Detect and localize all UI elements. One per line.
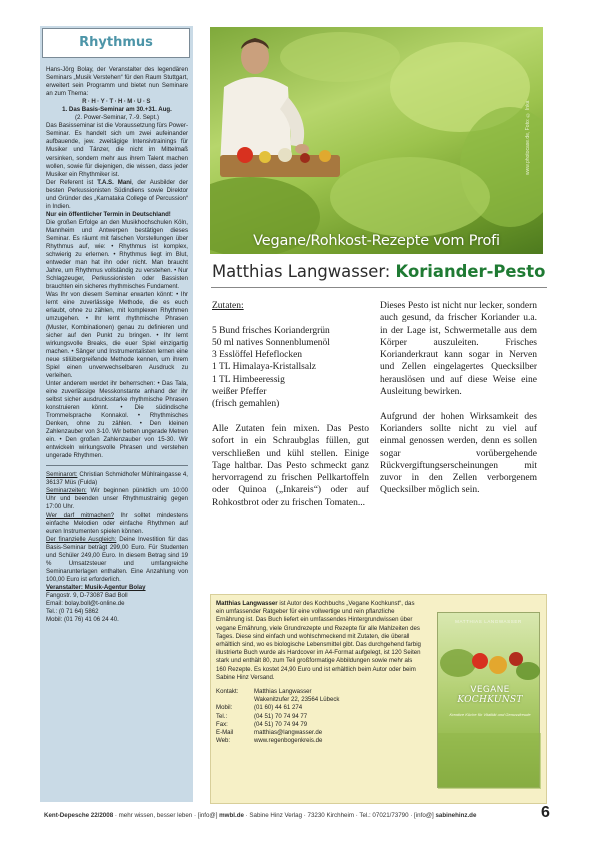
- sidebar-referent: [46, 179, 188, 211]
- sidebar-theme: R·H·Y·T·H·M·U·S: [82, 98, 152, 106]
- book-text: [216, 600, 424, 745]
- sidebar-intro: Hans-Jörg Bolay, der Veranstalter des legendären Seminars „Musik Verstehen“ für den Raum Stuttgart, erweitert sein Programm und bietet nun Seminare an zum Thema:: [46, 66, 188, 98]
- sidebar-para-1: Das Basisseminar ist die Voraussetzung fürs Power-Seminar. Es handelt sich um zwei aufeinander aufbauende, jew. zweitägige Intensivtrainings für Musiker und Tänzer, die nicht im Mittelmaß versinken, sondern mehr aus ihrem Talent machen wollen, sowie für diejenigen, die wissen, dass jeder Musiker ein Rhythmiker ist.: [46, 122, 188, 178]
- sidebar-mitmachen: [46, 512, 188, 536]
- ingredient-item: (frisch gemahlen): [212, 399, 280, 410]
- photo-credit: www.photocase.de, Foto: © Inka: [525, 100, 531, 175]
- right-paragraph-1: Dieses Pesto ist nicht nur lecker, sondern auch gesund, da frischer Koriander u.a. in der Lage ist, Schwermetalle aus dem Körper auszuleiten. Frisches Korianderkraut kann sogar in Nerven und Zellen eingelagertes Quecksilber herauslösen und auf diese Weise eine Ausleitung bewirken.: [380, 301, 537, 398]
- contact-key: Web:: [216, 737, 231, 745]
- sidebar-ausgleich: [46, 536, 188, 584]
- contact-row: [216, 696, 424, 704]
- book-author: Matthias Langwasser: [216, 600, 278, 607]
- contact-value: (01 60) 44 61 274: [254, 704, 303, 712]
- contact-email-link[interactable]: matthias@langwasser.de: [254, 729, 323, 737]
- contact-value: Wakenitzufer 22, 23564 Lübeck: [254, 696, 340, 704]
- footer-text-1: · mehr wissen, besser leben · [info@]: [113, 812, 220, 819]
- photo-illustration: [210, 27, 543, 254]
- contact-key: Fax:: [216, 720, 228, 728]
- sidebar-email[interactable]: Email: bolay.boll@t-online.de: [46, 600, 125, 608]
- sidebar-veranstalter: Veranstalter: Musik-Agentur Bolay: [46, 583, 146, 591]
- contact-key: [216, 696, 254, 704]
- contact-row: [216, 729, 424, 737]
- book-cover: [437, 612, 540, 788]
- zutaten-label: Zutaten:: [212, 301, 244, 311]
- headline-author: Matthias Langwasser:: [212, 262, 391, 281]
- sidebar-seminar-2: (2. Power-Seminar, 7.-9. Sept.): [75, 114, 159, 122]
- book-description: [216, 600, 424, 682]
- footer-link-sabinehinz[interactable]: sabinehinz.de: [435, 812, 477, 819]
- ausgleich-text: Deine Investition für das Basis-Seminar beträgt 299,00 Euro. Für Studenten und Schüler 249,00 Euro. In diesem Betrag sind 19 % Umsatzsteuer und umfangreiche Seminarunterlagen enthalten. Eine Anzahlung von 100,00 Euro ist erforderlich.: [46, 535, 188, 583]
- contact-key: E-Mail: [216, 729, 234, 737]
- footer-link-mwbl[interactable]: mwbl.de: [219, 812, 244, 819]
- article-headline: [212, 262, 547, 281]
- mitmachen-label: Wer darf mitmachen?: [46, 511, 114, 519]
- ingredient-item: 3 Esslöffel Hefeflocken: [212, 350, 303, 361]
- cover-title-line-1: VEGANE: [470, 685, 510, 695]
- contact-row: [216, 713, 424, 721]
- sidebar-title: Rhythmus: [79, 35, 153, 50]
- footer-text-2: · Sabine Hinz Verlag · 73230 Kirchheim · Tel.: 07021/73790 · [info@]: [243, 812, 436, 819]
- contact-list: [216, 688, 424, 745]
- ausgleich-label: Der finanzielle Ausgleich:: [46, 535, 117, 543]
- article-column-left: [212, 300, 369, 509]
- headline-rule: [211, 287, 547, 288]
- book-body: ist Autor des Kochbuchs „Vegane Kochkunst“, das ein umfassender Ratgeber für eine vollwertige und rein pflanzliche Ernährung ist. Das Buch liefert ein umfassendes Hintergrundwissen über vegane Ernährung, viele Grundrezepte und Rezepte für alle Mahlzeiten des Tages. Diese sind einfach und wohlschmeckend mit Zutaten, die überall erhältlich sind, wo es biologische Lebensmittel gibt. Das durchgehend farbig illustrierte Buch wurde als Hardcover im A4-Format aufgelegt, ist 120 Seiten stark und enthält 80, zum Teil großformatige Abbildungen sowie mehr als 160 Rezepte. Es kostet 24,90 Euro und ist erhältlich beim Autor oder beim Sabine Hinz Versand.: [216, 600, 421, 681]
- method-paragraph: Alle Zutaten fein mixen. Das Pesto sofort in ein Schraubglas füllen, gut verschließen und kühl stellen. Einige Tage haltbar. Das Pesto schmeckt ganz hervorragend zu frischen Pellkartoffeln oder Quinoa („Inkareis“) oder auf Rohkostbrot oder zu frischen Tomaten...: [212, 423, 369, 508]
- cover-author: MATTHIAS LANGWASSER: [455, 619, 522, 624]
- sidebar-seminar-1: 1. Das Basis-Seminar am 30.+31. Aug.: [62, 106, 172, 114]
- footer-publication: Kent-Depesche 22/2008: [44, 812, 114, 819]
- sidebar-body: [46, 66, 188, 624]
- photo-caption: Vegane/Rohkost-Rezepte vom Profi: [253, 233, 500, 249]
- article-column-right: [380, 300, 537, 497]
- contact-row: [216, 688, 424, 696]
- referent-post: , der Ausbilder der besten Perkussionisten Südindiens sowie Direktor und Gründer des „Karnataka College of Percussion“ in Indien.: [46, 178, 188, 210]
- referent-name: T.A.S. Mani: [97, 178, 132, 186]
- contact-key: Kontakt:: [216, 688, 239, 696]
- ingredient-item: weißer Pfeffer: [212, 387, 267, 398]
- zeiten-label: Seminarzeiten:: [46, 487, 87, 495]
- ingredient-item: 1 TL Himalaya-Kristallsalz: [212, 362, 316, 373]
- sidebar-zeiten: [46, 487, 188, 511]
- cover-title-line-2: KOCHKUNST: [457, 695, 523, 705]
- mitmachen-text: Ihr solltet mindestens einfache Melodien oder einfache Rhythmen auf euren Instrumenten spielen können.: [46, 511, 188, 535]
- contact-value: Matthias Langwasser: [254, 688, 312, 696]
- sidebar-para-4: Unter anderem werdet ihr beherrschen: • Das Tala, eine zuverlässige Messkonstante anhand der ihr selbst sicher ausdrucksstarke rhythmische Phrasen konstruieren könnt. • Die südindische Trommelsprache Konnakol. • Rhythmisches Denken, ohne zu zählen. • Den kleinen Zahlenzauber von 3-10. Wir betten ungerade Metren ein. • Den großen Zahlenzauber von 15-30. Wir entwickeln wirkungsvolle Phrasen und verstehen ungerade Rhythmen.: [46, 379, 188, 460]
- ingredient-item: 5 Bund frisches Koriandergrün: [212, 325, 330, 336]
- sidebar-mobil: Mobil: (01 76) 41 06 24 40.: [46, 616, 119, 624]
- contact-row: [216, 737, 424, 745]
- zeiten-text: Wir beginnen pünktlich um 10:00 Uhr und beenden unser Rhythmustrainig gegen 17:00 Uhr.: [46, 487, 188, 511]
- cover-subtitle: Kreative Küche für Vitalität und Genussfreude: [449, 712, 531, 717]
- book-info-box: [210, 594, 547, 804]
- sidebar-title-box: [42, 28, 190, 58]
- sidebar-only-germany: Nur ein öffentlicher Termin in Deutschland!: [46, 210, 171, 218]
- contact-value: (04 51) 70 74 94 79: [254, 720, 308, 728]
- sidebar-divider: [46, 465, 188, 466]
- referent-pre: Der Referent ist: [46, 178, 98, 186]
- ingredient-item: 50 ml natives Sonnenblumenöl: [212, 337, 330, 348]
- contact-row: [216, 704, 424, 712]
- contact-web-link[interactable]: www.regenbogenkreis.de: [254, 737, 323, 745]
- ort-text: Christian Schmidhofer Mühlraingasse 4, 36137 Müs (Fulda): [46, 471, 188, 487]
- sidebar-para-2: Die großen Erfolge an den Musikhochschulen Köln, Mannheim und Antwerpen bestätigen dieses Seminar. Es räumt mit falschen Vorstellungen über Rhythmus auf, wie: • Rhythmus ist komplex, schwierig zu erlernen. • Rhythmus liegt im Blut, entweder man hat ihn oder nicht. Man braucht Jahre, um Rhythmus vollständig zu verstehen. • Nur Schlagzeuger, Perkussionisten oder Bassisten brauchten ein sicheres rhythmisches Fundament.: [46, 218, 188, 291]
- sidebar-ort: [46, 471, 188, 487]
- page-footer: [44, 812, 540, 819]
- chef-photo: [210, 27, 543, 254]
- ingredient-item: 1 TL Himbeeressig: [212, 374, 285, 385]
- contact-key: Tel.:: [216, 712, 228, 720]
- sidebar-box: [40, 26, 193, 802]
- cover-title: [444, 685, 536, 705]
- contact-row: [216, 721, 424, 729]
- ort-label: Seminarort:: [46, 471, 78, 479]
- right-paragraph-2: Aufgrund der hohen Wirksamkeit des Korianders sollte nicht zu viel auf einmal genossen werden, denn es sollen sogar vorübergehende Rückvergiftungserscheinungen mit zuvor in den Zellen verborgenem Quecksilber möglich sein.: [380, 411, 537, 496]
- contact-value: (04 51) 70 74 94 77: [254, 712, 308, 720]
- sidebar-para-3: Was Ihr von diesem Seminar erwarten könnt: • Ihr lernt eine zuverlässige Methode, die es euch erlaubt, ohne zu zählen, mit komplexen Rhythmen umzugehen. • Ihr lernt rhythmische Phrasen (Muster, Kombinationen) genau zu definieren und sicher auf den Punkt zu bringen. • Ihr lernt wirkungsvolle Breaks, die euer Spiel einzigartig machen. • Sänger und Instrumentalisten lernen eine neue stilübergreifende Methode kennen, um ihrem Spiel einen unverwechselbaren Ausdruck zu verleihen.: [46, 291, 188, 379]
- headline-title: Koriander-Pesto: [395, 262, 546, 281]
- sidebar-address: Fangostr. 9, D-73087 Bad Boll: [46, 592, 128, 599]
- sidebar-tel: Tel.: (0 71 64) 5862: [46, 608, 99, 616]
- page-number: 6: [541, 804, 550, 821]
- contact-key: Mobil:: [216, 704, 233, 712]
